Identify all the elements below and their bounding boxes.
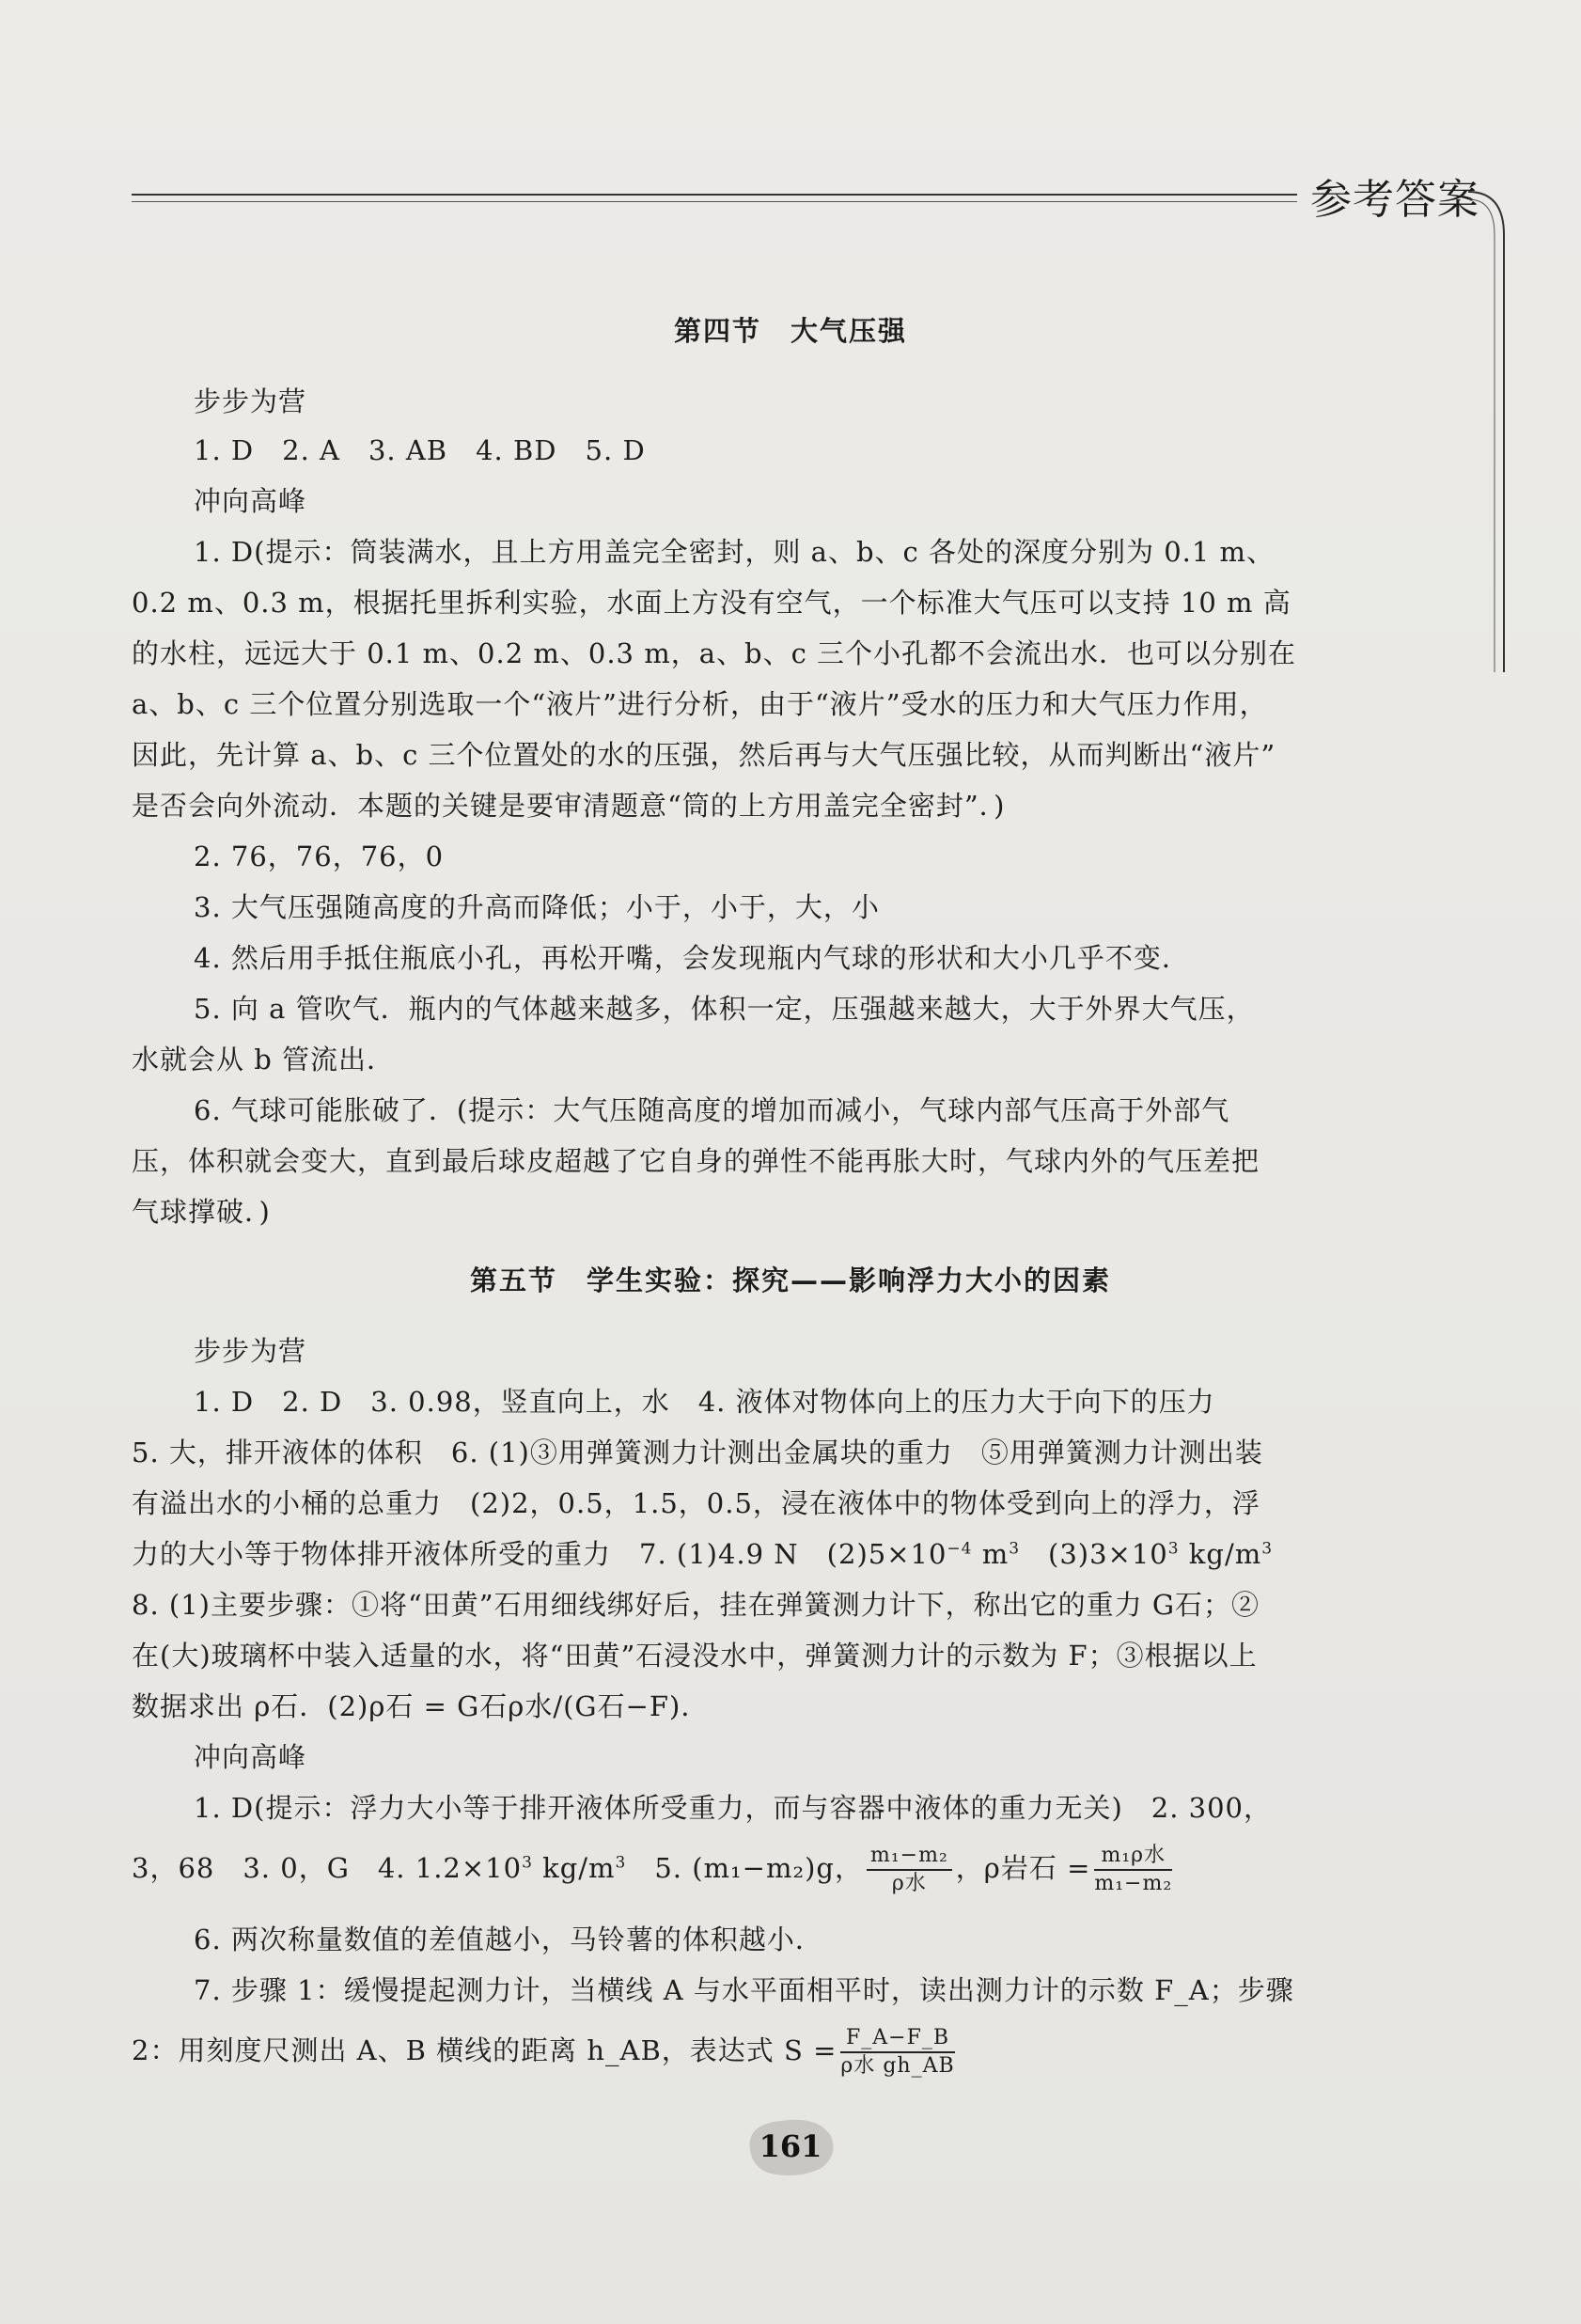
- section4-q5-line: 5. 向 a 管吹气．瓶内的气体越来越多，体积一定，压强越来越大，大于外界大气压，: [194, 993, 1255, 1025]
- fraction-numerator: m₁−m₂: [867, 1845, 952, 1871]
- section5-peak-line: [132, 1845, 1176, 1895]
- page-number: 161: [759, 2128, 822, 2164]
- section4-q3: 3. 大气压强随高度的升高而降低；小于，小于，大，小: [194, 891, 880, 923]
- fraction-denominator: ρ水: [891, 1872, 927, 1896]
- fraction-denominator: ρ水 gh_AB: [840, 2054, 955, 2079]
- exponent: 3: [1261, 1539, 1274, 1559]
- section5-line-text: 2：用刻度尺测出 A、B 横线的距离 h_AB，表达式 S =: [132, 2034, 837, 2067]
- section5-line: 5. 大，排开液体的体积 6. (1)③用弹簧测力计测出金属块的重力 ⑤用弹簧测力计测出装: [132, 1437, 1263, 1468]
- section5-line-text: m: [972, 1538, 1010, 1570]
- section5-line-text: kg/m: [1179, 1538, 1262, 1570]
- section5-line-text: (3)3×10: [1020, 1538, 1168, 1570]
- section4-q1-line: 1. D(提示：筒装满水，且上方用盖完全密封，则 a、b、c 各处的深度分别为 0.1 m、: [194, 536, 1276, 568]
- exponent: 3: [1167, 1539, 1180, 1559]
- section5-line: 有溢出水的小桶的总重力 (2)2，0.5，1.5，0.5，浸在液体中的物体受到向上的浮力，浮: [132, 1487, 1260, 1519]
- section4-q6-line: 压，体积就会变大，直到最后球皮超越了它自身的弹性不能再胀大时，气球内外的气压差把: [132, 1145, 1260, 1177]
- section4-q6-line: 6. 气球可能胀破了．(提示：大气压随高度的增加而减小，气球内部气压高于外部气: [194, 1094, 1230, 1126]
- section5-line: 1. D 2. D 3. 0.98，竖直向上，水 4. 液体对物体向上的压力大于向下的压力: [194, 1386, 1215, 1418]
- section5-line: 数据求出 ρ石．(2)ρ石 = G石ρ水/(G石−F)．: [132, 1690, 710, 1722]
- section5-peak-line: 6. 两次称量数值的差值越小，马铃薯的体积越小．: [194, 1924, 823, 1955]
- exponent: −4: [947, 1539, 973, 1559]
- header-rule-thin: [132, 201, 1297, 202]
- section4-answers-basic: 1. D 2. A 3. AB 4. BD 5. D: [194, 434, 646, 466]
- section5-line: 8. (1)主要步骤：①将“田黄”石用细线绑好后，挂在弹簧测力计下，称出它的重力 G石；②: [132, 1589, 1260, 1621]
- fraction-numerator: m₁ρ水: [1094, 1845, 1172, 1871]
- section5-sub-peak: 冲向高峰: [194, 1741, 307, 1773]
- section5-line-text: 3，68 3. 0，G 4. 1.2×10: [132, 1852, 523, 1885]
- section4-sub-peak: 冲向高峰: [194, 485, 307, 517]
- section5-sub-step: 步步为营: [194, 1335, 307, 1367]
- section5-line-text: 力的大小等于物体排开液体所受的重力 7. (1)4.9 N (2)5×10: [132, 1538, 947, 1570]
- section4-q4: 4. 然后用手抵住瓶底小孔，再松开嘴，会发现瓶内气球的形状和大小几乎不变．: [194, 942, 1190, 974]
- section4-q1-line: 的水柱，远远大于 0.1 m、0.2 m、0.3 m，a、b、c 三个小孔都不会流出水．也可以分别在: [132, 637, 1297, 669]
- header-rule: [132, 194, 1297, 196]
- section5-line-text: 5. (m₁−m₂)g，: [626, 1852, 863, 1885]
- section4-q1-line: 0.2 m、0.3 m，根据托里拆利实验，水面上方没有空气，一个标准大气压可以支持 10 m 高: [132, 587, 1291, 619]
- section4-q6-line: 气球撑破．): [132, 1196, 271, 1228]
- fraction: [867, 1845, 952, 1895]
- section5-peak-line: 7. 步骤 1：缓慢提起测力计，当横线 A 与水平面相平时，读出测力计的示数 F_A；步骤: [194, 1974, 1294, 2006]
- page-number-badge: [743, 2113, 838, 2179]
- section4-q2: 2. 76，76，76，0: [194, 840, 445, 872]
- section4-q1-line: 因此，先计算 a、b、c 三个位置处的水的压强，然后再与大气压强比较，从而判断出“液片”: [132, 739, 1276, 771]
- section5-peak-line: [132, 2027, 959, 2078]
- exponent: 3: [1009, 1539, 1021, 1559]
- section4-sub-step: 步步为营: [194, 385, 307, 417]
- fraction: [840, 2027, 954, 2078]
- exponent: 3: [522, 1853, 533, 1873]
- fraction-denominator: m₁−m₂: [1094, 1872, 1173, 1896]
- fraction-numerator: F_A−F_B: [840, 2027, 954, 2053]
- section5-line-text: ，ρ岩石 =: [955, 1852, 1091, 1885]
- section5-title: 第五节 学生实验：探究——影响浮力大小的因素: [469, 1264, 1111, 1296]
- section4-title: 第四节 大气压强: [673, 315, 907, 347]
- exponent: 3: [615, 1853, 627, 1873]
- fraction: [1094, 1845, 1172, 1895]
- header-title: 参考答案: [1310, 176, 1479, 224]
- header-bracket-decoration: [1466, 179, 1517, 677]
- section4-q1-line: a、b、c 三个位置分别选取一个“液片”进行分析，由于“液片”受水的压力和大气压力作用，: [132, 688, 1268, 720]
- section4-q5-line: 水就会从 b 管流出．: [132, 1044, 396, 1076]
- section5-line: [132, 1540, 1273, 1570]
- section5-peak-line: 1. D(提示：浮力大小等于排开液体所受重力，而与容器中液体的重力无关) 2. 300，: [194, 1792, 1273, 1824]
- section5-line: 在(大)玻璃杯中装入适量的水，将“田黄”石浸没水中，弹簧测力计的示数为 F；③根据以上: [132, 1640, 1258, 1672]
- section5-line-text: kg/m: [532, 1852, 616, 1885]
- section4-q1-line: 是否会向外流动．本题的关键是要审清题意“筒的上方用盖完全密封”．): [132, 790, 1006, 822]
